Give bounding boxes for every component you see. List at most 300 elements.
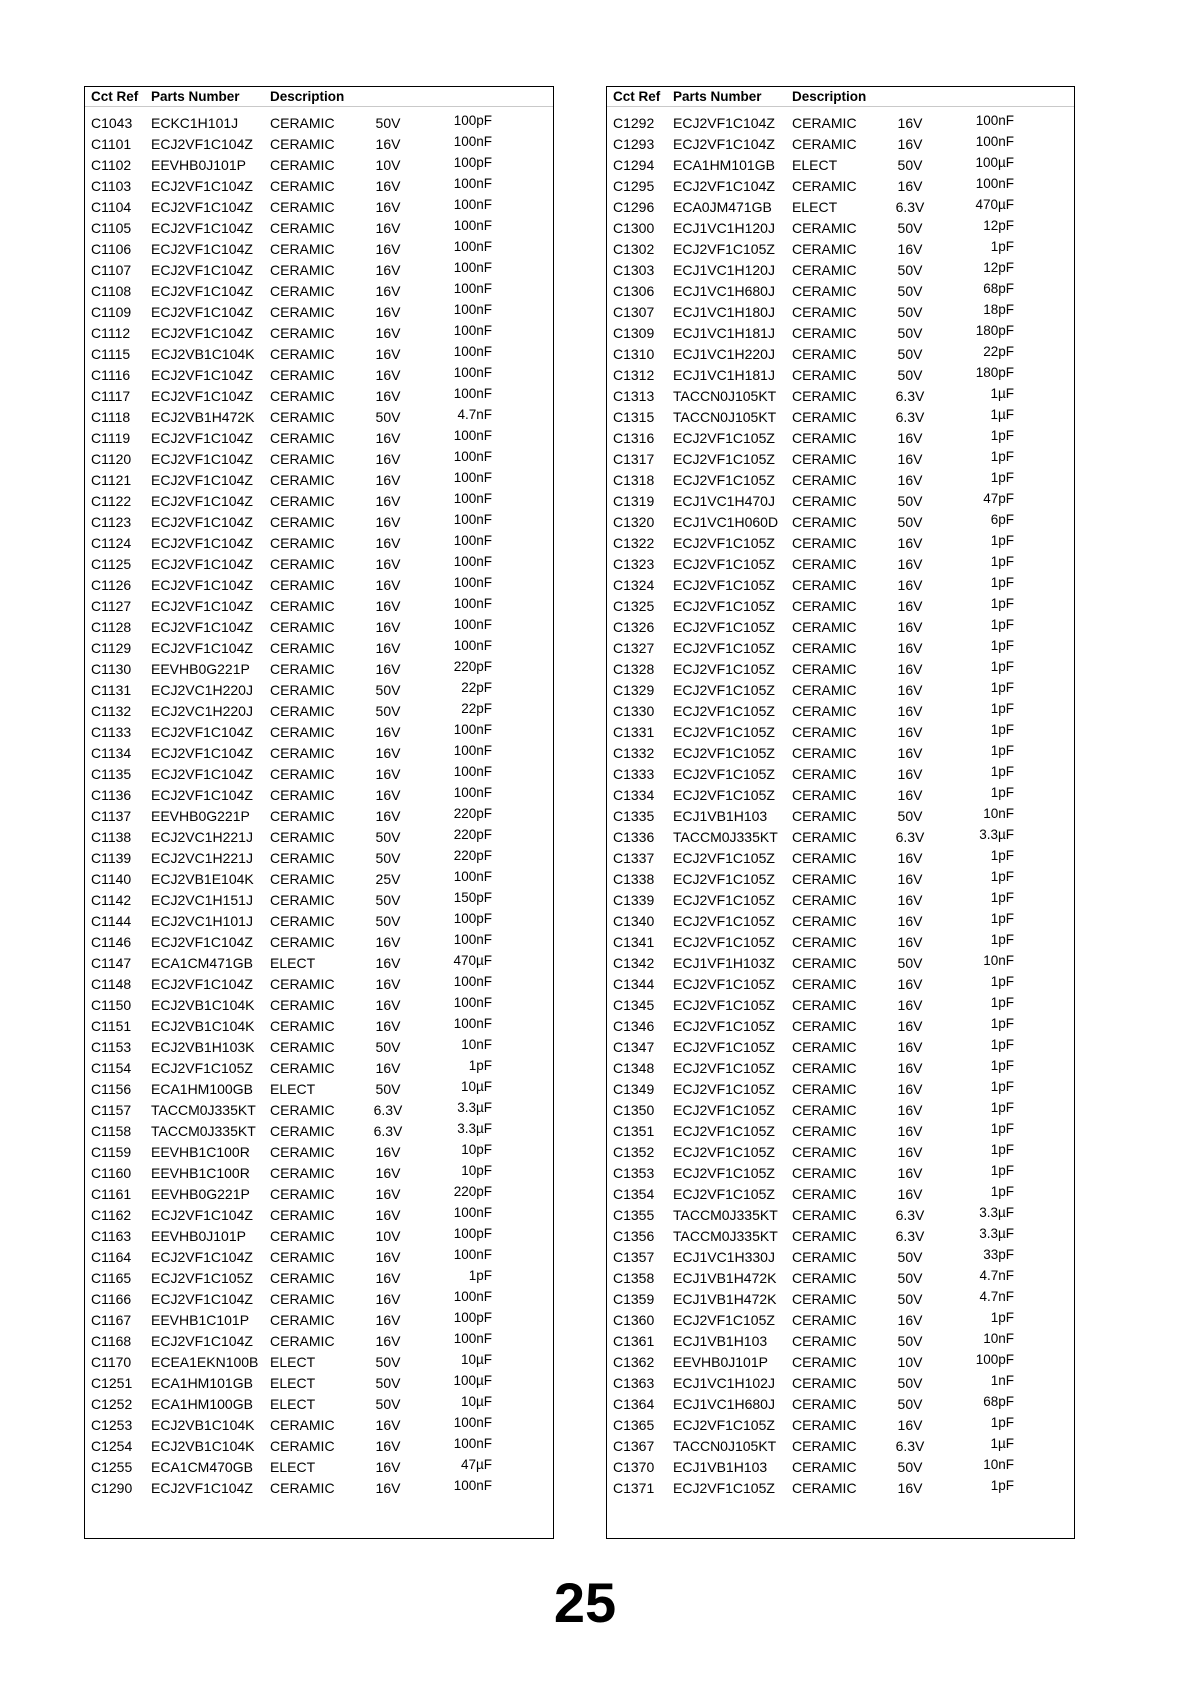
cell-cct-ref: C1353 bbox=[613, 1165, 655, 1181]
table-row bbox=[85, 1478, 553, 1499]
cell-parts-number: TACCM0J335KT bbox=[151, 1123, 256, 1139]
cell-cct-ref: C1350 bbox=[613, 1102, 655, 1118]
cell-description: CERAMIC bbox=[792, 1375, 857, 1391]
cell-parts-number: ECJ2VF1C105Z bbox=[673, 472, 775, 488]
cell-voltage: 6.3V bbox=[895, 829, 925, 845]
cell-description: CERAMIC bbox=[270, 703, 335, 719]
cell-parts-number: EEVHB1C100R bbox=[151, 1165, 250, 1181]
cell-parts-number: EEVHB0J101P bbox=[151, 157, 246, 173]
cell-cct-ref: C1138 bbox=[91, 829, 132, 845]
cell-value: 100nF bbox=[453, 869, 492, 884]
cell-value: 100nF bbox=[453, 1436, 492, 1451]
cell-cct-ref: C1122 bbox=[91, 493, 132, 509]
cell-voltage: 50V bbox=[375, 115, 401, 131]
cell-value: 100nF bbox=[453, 365, 492, 380]
cell-description: CERAMIC bbox=[792, 997, 857, 1013]
cell-value: 1pF bbox=[990, 659, 1014, 674]
cell-cct-ref: C1105 bbox=[91, 220, 132, 236]
cell-description: CERAMIC bbox=[270, 388, 335, 404]
cell-value: 100nF bbox=[453, 617, 492, 632]
cell-cct-ref: C1130 bbox=[91, 661, 132, 677]
cell-cct-ref: C1335 bbox=[613, 808, 655, 824]
cell-parts-number: ECJ2VF1C105Z bbox=[673, 1039, 775, 1055]
cell-parts-number: ECJ2VF1C105Z bbox=[673, 682, 775, 698]
cell-value: 4.7nF bbox=[979, 1289, 1014, 1304]
cell-value: 100nF bbox=[453, 785, 492, 800]
cell-voltage: 16V bbox=[375, 451, 401, 467]
cell-value: 3.3µF bbox=[979, 827, 1014, 842]
cell-description: CERAMIC bbox=[792, 409, 857, 425]
cell-description: CERAMIC bbox=[792, 682, 857, 698]
cell-cct-ref: C1129 bbox=[91, 640, 132, 656]
cell-voltage: 16V bbox=[375, 1249, 401, 1265]
cell-voltage: 50V bbox=[897, 157, 923, 173]
cell-voltage: 6.3V bbox=[895, 1228, 925, 1244]
cell-description: CERAMIC bbox=[270, 115, 335, 131]
cell-parts-number: ECJ2VF1C104Z bbox=[151, 640, 253, 656]
cell-description: CERAMIC bbox=[792, 1102, 857, 1118]
cell-parts-number: ECJ2VF1C105Z bbox=[673, 241, 775, 257]
cell-value: 100pF bbox=[975, 1352, 1014, 1367]
cell-description: CERAMIC bbox=[792, 1144, 857, 1160]
page-number: 25 bbox=[553, 1571, 617, 1634]
cell-voltage: 50V bbox=[375, 1396, 401, 1412]
cell-parts-number: ECJ2VB1C104K bbox=[151, 346, 255, 362]
cell-voltage: 50V bbox=[375, 829, 401, 845]
cell-description: CERAMIC bbox=[270, 997, 335, 1013]
cell-voltage: 50V bbox=[897, 220, 923, 236]
cell-value: 100nF bbox=[453, 197, 492, 212]
cell-value: 1µF bbox=[990, 386, 1014, 401]
cell-value: 1pF bbox=[990, 1478, 1014, 1493]
cell-value: 100nF bbox=[453, 1205, 492, 1220]
cell-parts-number: ECEA1EKN100B bbox=[151, 1354, 259, 1370]
cell-voltage: 50V bbox=[897, 1375, 923, 1391]
cell-parts-number: ECJ2VF1C104Z bbox=[151, 388, 253, 404]
cell-parts-number: ECJ2VF1C104Z bbox=[151, 577, 253, 593]
cell-parts-number: ECJ1VC1H120J bbox=[673, 220, 775, 236]
cell-value: 47pF bbox=[983, 491, 1014, 506]
cell-cct-ref: C1320 bbox=[613, 514, 655, 530]
cell-value: 1pF bbox=[990, 575, 1014, 590]
cell-value: 220pF bbox=[453, 1184, 492, 1199]
cell-voltage: 16V bbox=[375, 598, 401, 614]
cell-voltage: 16V bbox=[375, 514, 401, 530]
cell-voltage: 16V bbox=[375, 619, 401, 635]
cell-description: CERAMIC bbox=[792, 1018, 857, 1034]
table-row bbox=[607, 1478, 1074, 1499]
cell-parts-number: ECJ2VF1C105Z bbox=[673, 1165, 775, 1181]
cell-voltage: 50V bbox=[897, 1270, 923, 1286]
cell-value: 1pF bbox=[990, 680, 1014, 695]
cell-value: 1pF bbox=[990, 764, 1014, 779]
cell-voltage: 16V bbox=[897, 1186, 923, 1202]
table-header bbox=[607, 87, 1074, 107]
cell-voltage: 50V bbox=[897, 955, 923, 971]
cell-value: 100pF bbox=[453, 1310, 492, 1325]
cell-cct-ref: C1121 bbox=[91, 472, 132, 488]
cell-description: CERAMIC bbox=[792, 766, 857, 782]
cell-description: CERAMIC bbox=[270, 850, 335, 866]
cell-parts-number: ECJ1VC1H060D bbox=[673, 514, 779, 530]
cell-parts-number: ECJ2VB1C104K bbox=[151, 1018, 255, 1034]
cell-description: CERAMIC bbox=[270, 766, 335, 782]
cell-voltage: 16V bbox=[375, 976, 401, 992]
cell-parts-number: ECJ2VF1C105Z bbox=[673, 913, 775, 929]
cell-cct-ref: C1102 bbox=[91, 157, 132, 173]
cell-value: 1pF bbox=[990, 617, 1014, 632]
cell-cct-ref: C1323 bbox=[613, 556, 655, 572]
cell-cct-ref: C1154 bbox=[91, 1060, 132, 1076]
cell-description: CERAMIC bbox=[792, 640, 857, 656]
cell-description: CERAMIC bbox=[270, 1438, 335, 1454]
cell-value: 100nF bbox=[453, 260, 492, 275]
cell-voltage: 16V bbox=[897, 472, 923, 488]
cell-voltage: 16V bbox=[897, 892, 923, 908]
cell-description: CERAMIC bbox=[792, 955, 857, 971]
cell-voltage: 16V bbox=[897, 703, 923, 719]
cell-voltage: 16V bbox=[375, 1312, 401, 1328]
cell-parts-number: TACCN0J105KT bbox=[673, 409, 777, 425]
cell-voltage: 16V bbox=[897, 535, 923, 551]
cell-parts-number: ECJ2VF1C104Z bbox=[151, 472, 253, 488]
cell-cct-ref: C1349 bbox=[613, 1081, 655, 1097]
cell-description: CERAMIC bbox=[270, 430, 335, 446]
cell-parts-number: ECA1HM100GB bbox=[151, 1081, 253, 1097]
cell-voltage: 10V bbox=[375, 1228, 401, 1244]
cell-voltage: 16V bbox=[897, 871, 923, 887]
cell-cct-ref: C1367 bbox=[613, 1438, 655, 1454]
cell-parts-number: ECJ2VB1C104K bbox=[151, 1438, 255, 1454]
cell-value: 10pF bbox=[461, 1142, 492, 1157]
cell-voltage: 16V bbox=[897, 178, 923, 194]
cell-voltage: 16V bbox=[897, 1144, 923, 1160]
cell-cct-ref: C1338 bbox=[613, 871, 655, 887]
cell-description: ELECT bbox=[792, 157, 838, 173]
cell-parts-number: ECJ2VF1C104Z bbox=[151, 535, 253, 551]
cell-cct-ref: C1254 bbox=[91, 1438, 133, 1454]
cell-cct-ref: C1156 bbox=[91, 1081, 132, 1097]
cell-cct-ref: C1166 bbox=[91, 1291, 132, 1307]
cell-parts-number: ECJ1VB1H472K bbox=[673, 1291, 777, 1307]
cell-cct-ref: C1251 bbox=[91, 1375, 133, 1391]
cell-voltage: 6.3V bbox=[895, 199, 925, 215]
cell-voltage: 16V bbox=[897, 1081, 923, 1097]
cell-cct-ref: C1139 bbox=[91, 850, 132, 866]
cell-voltage: 25V bbox=[375, 871, 401, 887]
cell-cct-ref: C1340 bbox=[613, 913, 655, 929]
cell-value: 100nF bbox=[453, 995, 492, 1010]
cell-voltage: 16V bbox=[375, 388, 401, 404]
cell-voltage: 16V bbox=[375, 1333, 401, 1349]
cell-cct-ref: C1293 bbox=[613, 136, 655, 152]
cell-value: 1pF bbox=[990, 1142, 1014, 1157]
cell-parts-number: EEVHB0G221P bbox=[151, 661, 250, 677]
cell-value: 1pF bbox=[990, 1415, 1014, 1430]
cell-value: 47µF bbox=[460, 1457, 492, 1472]
cell-voltage: 16V bbox=[375, 1165, 401, 1181]
cell-cct-ref: C1294 bbox=[613, 157, 655, 173]
cell-value: 100nF bbox=[453, 764, 492, 779]
cell-parts-number: ECJ1VC1H470J bbox=[673, 493, 775, 509]
cell-value: 100nF bbox=[453, 554, 492, 569]
cell-cct-ref: C1101 bbox=[91, 136, 132, 152]
cell-value: 4.7nF bbox=[979, 1268, 1014, 1283]
cell-parts-number: ECJ2VF1C105Z bbox=[673, 1186, 775, 1202]
cell-voltage: 16V bbox=[375, 724, 401, 740]
cell-description: CERAMIC bbox=[270, 304, 335, 320]
cell-parts-number: ECJ2VC1H221J bbox=[151, 829, 253, 845]
cell-description: CERAMIC bbox=[792, 514, 857, 530]
cell-voltage: 16V bbox=[897, 430, 923, 446]
cell-description: CERAMIC bbox=[792, 1081, 857, 1097]
cell-voltage: 16V bbox=[375, 283, 401, 299]
cell-parts-number: ECJ2VB1C104K bbox=[151, 1417, 255, 1433]
cell-parts-number: ECJ1VC1H330J bbox=[673, 1249, 775, 1265]
cell-description: CERAMIC bbox=[792, 136, 857, 152]
cell-voltage: 16V bbox=[897, 598, 923, 614]
cell-cct-ref: C1104 bbox=[91, 199, 132, 215]
cell-cct-ref: C1325 bbox=[613, 598, 655, 614]
cell-value: 100nF bbox=[453, 344, 492, 359]
cell-voltage: 16V bbox=[897, 766, 923, 782]
cell-voltage: 16V bbox=[897, 136, 923, 152]
cell-voltage: 50V bbox=[897, 1249, 923, 1265]
cell-description: CERAMIC bbox=[270, 535, 335, 551]
cell-parts-number: ECJ2VF1C105Z bbox=[673, 430, 775, 446]
cell-value: 1pF bbox=[990, 701, 1014, 716]
cell-voltage: 50V bbox=[897, 325, 923, 341]
cell-cct-ref: C1118 bbox=[91, 409, 131, 425]
cell-voltage: 16V bbox=[897, 1480, 923, 1496]
cell-value: 1pF bbox=[990, 596, 1014, 611]
cell-voltage: 16V bbox=[897, 1060, 923, 1076]
cell-voltage: 16V bbox=[375, 1018, 401, 1034]
cell-cct-ref: C1357 bbox=[613, 1249, 655, 1265]
cell-voltage: 6.3V bbox=[895, 1207, 925, 1223]
cell-voltage: 50V bbox=[375, 1375, 401, 1391]
cell-voltage: 16V bbox=[375, 346, 401, 362]
cell-cct-ref: C1165 bbox=[91, 1270, 132, 1286]
cell-voltage: 16V bbox=[375, 220, 401, 236]
cell-voltage: 50V bbox=[375, 409, 401, 425]
cell-cct-ref: C1137 bbox=[91, 808, 132, 824]
cell-cct-ref: C1331 bbox=[613, 724, 655, 740]
cell-value: 1pF bbox=[990, 890, 1014, 905]
cell-description: CERAMIC bbox=[792, 577, 857, 593]
cell-description: ELECT bbox=[792, 199, 838, 215]
cell-description: CERAMIC bbox=[792, 388, 857, 404]
cell-value: 100nF bbox=[453, 302, 492, 317]
cell-parts-number: ECJ2VF1C105Z bbox=[151, 1060, 253, 1076]
cell-voltage: 16V bbox=[375, 1207, 401, 1223]
cell-parts-number: ECJ2VF1C104Z bbox=[151, 556, 253, 572]
cell-parts-number: ECJ2VF1C104Z bbox=[151, 598, 253, 614]
cell-parts-number: ECJ1VC1H680J bbox=[673, 283, 775, 299]
cell-description: CERAMIC bbox=[792, 220, 857, 236]
cell-voltage: 16V bbox=[897, 682, 923, 698]
cell-cct-ref: C1342 bbox=[613, 955, 655, 971]
cell-voltage: 16V bbox=[375, 262, 401, 278]
cell-description: CERAMIC bbox=[270, 745, 335, 761]
cell-description: CERAMIC bbox=[270, 1123, 335, 1139]
cell-voltage: 16V bbox=[375, 640, 401, 656]
cell-description: CERAMIC bbox=[270, 241, 335, 257]
cell-value: 100pF bbox=[453, 911, 492, 926]
cell-value: 100nF bbox=[453, 722, 492, 737]
cell-voltage: 16V bbox=[375, 661, 401, 677]
cell-cct-ref: C1336 bbox=[613, 829, 655, 845]
cell-voltage: 50V bbox=[897, 346, 923, 362]
cell-cct-ref: C1319 bbox=[613, 493, 655, 509]
cell-voltage: 50V bbox=[897, 1459, 923, 1475]
cell-parts-number: ECJ2VF1C104Z bbox=[151, 178, 253, 194]
cell-parts-number: ECJ2VF1C104Z bbox=[151, 787, 253, 803]
cell-description: CERAMIC bbox=[792, 934, 857, 950]
cell-value: 100nF bbox=[453, 218, 492, 233]
cell-value: 1pF bbox=[990, 1100, 1014, 1115]
cell-parts-number: ECJ2VB1H103K bbox=[151, 1039, 255, 1055]
cell-parts-number: EEVHB0J101P bbox=[673, 1354, 768, 1370]
cell-value: 1pF bbox=[990, 1163, 1014, 1178]
cell-value: 1pF bbox=[990, 638, 1014, 653]
cell-description: CERAMIC bbox=[792, 703, 857, 719]
cell-parts-number: ECJ2VF1C105Z bbox=[673, 1417, 775, 1433]
cell-cct-ref: C1043 bbox=[91, 115, 133, 131]
cell-description: CERAMIC bbox=[792, 304, 857, 320]
cell-parts-number: ECJ2VF1C105Z bbox=[673, 619, 775, 635]
cell-parts-number: ECJ2VC1H220J bbox=[151, 682, 253, 698]
cell-voltage: 16V bbox=[375, 787, 401, 803]
cell-parts-number: ECA1CM470GB bbox=[151, 1459, 253, 1475]
cell-parts-number: ECJ2VF1C105Z bbox=[673, 934, 775, 950]
cell-parts-number: ECJ2VF1C105Z bbox=[673, 724, 775, 740]
header-description: Description bbox=[792, 89, 867, 104]
cell-value: 100nF bbox=[453, 1016, 492, 1031]
cell-description: CERAMIC bbox=[270, 892, 335, 908]
cell-description: CERAMIC bbox=[270, 1165, 335, 1181]
cell-cct-ref: C1252 bbox=[91, 1396, 133, 1412]
cell-parts-number: TACCM0J335KT bbox=[673, 829, 778, 845]
cell-voltage: 16V bbox=[897, 640, 923, 656]
cell-value: 1pF bbox=[990, 1121, 1014, 1136]
cell-parts-number: ECJ2VF1C105Z bbox=[673, 598, 775, 614]
cell-cct-ref: C1136 bbox=[91, 787, 132, 803]
cell-voltage: 16V bbox=[897, 745, 923, 761]
cell-description: CERAMIC bbox=[270, 598, 335, 614]
cell-value: 1pF bbox=[990, 1079, 1014, 1094]
cell-cct-ref: C1117 bbox=[91, 388, 131, 404]
cell-cct-ref: C1123 bbox=[91, 514, 132, 530]
cell-description: CERAMIC bbox=[270, 514, 335, 530]
cell-value: 100pF bbox=[453, 113, 492, 128]
cell-parts-number: ECJ1VB1H103 bbox=[673, 808, 768, 824]
cell-parts-number: ECJ2VF1C105Z bbox=[673, 1081, 775, 1097]
cell-voltage: 16V bbox=[897, 556, 923, 572]
cell-parts-number: ECJ2VF1C104Z bbox=[151, 199, 253, 215]
cell-voltage: 16V bbox=[897, 1039, 923, 1055]
cell-description: CERAMIC bbox=[270, 451, 335, 467]
cell-description: CERAMIC bbox=[792, 493, 857, 509]
cell-description: CERAMIC bbox=[270, 409, 335, 425]
cell-voltage: 16V bbox=[897, 787, 923, 803]
cell-description: CERAMIC bbox=[792, 829, 857, 845]
cell-parts-number: ECJ1VC1H102J bbox=[673, 1375, 775, 1391]
cell-voltage: 16V bbox=[897, 1123, 923, 1139]
cell-cct-ref: C1125 bbox=[91, 556, 132, 572]
cell-parts-number: ECJ2VF1C105Z bbox=[673, 766, 775, 782]
cell-cct-ref: C1132 bbox=[91, 703, 132, 719]
cell-parts-number: ECJ2VF1C104Z bbox=[673, 136, 775, 152]
cell-value: 100nF bbox=[453, 386, 492, 401]
cell-voltage: 50V bbox=[375, 1354, 401, 1370]
cell-cct-ref: C1333 bbox=[613, 766, 655, 782]
cell-parts-number: ECJ2VF1C105Z bbox=[673, 976, 775, 992]
cell-parts-number: ECJ2VF1C105Z bbox=[673, 997, 775, 1013]
cell-voltage: 50V bbox=[897, 1333, 923, 1349]
cell-parts-number: ECA0JM471GB bbox=[673, 199, 772, 215]
cell-voltage: 16V bbox=[375, 997, 401, 1013]
cell-cct-ref: C1339 bbox=[613, 892, 655, 908]
cell-value: 68pF bbox=[983, 1394, 1014, 1409]
cell-value: 1µF bbox=[990, 1436, 1014, 1451]
cell-cct-ref: C1147 bbox=[91, 955, 132, 971]
cell-voltage: 16V bbox=[375, 934, 401, 950]
cell-parts-number: ECJ1VB1H103 bbox=[673, 1333, 768, 1349]
cell-voltage: 16V bbox=[375, 808, 401, 824]
cell-value: 1nF bbox=[990, 1373, 1014, 1388]
cell-description: ELECT bbox=[270, 1396, 316, 1412]
cell-voltage: 50V bbox=[897, 283, 923, 299]
cell-description: CERAMIC bbox=[792, 892, 857, 908]
cell-description: CERAMIC bbox=[792, 724, 857, 740]
cell-description: CERAMIC bbox=[270, 367, 335, 383]
cell-cct-ref: C1313 bbox=[613, 388, 655, 404]
cell-cct-ref: C1151 bbox=[91, 1018, 132, 1034]
table-body bbox=[85, 113, 553, 1499]
cell-parts-number: ECJ2VC1H221J bbox=[151, 850, 253, 866]
cell-cct-ref: C1362 bbox=[613, 1354, 655, 1370]
cell-description: CERAMIC bbox=[270, 1060, 335, 1076]
cell-parts-number: ECA1CM471GB bbox=[151, 955, 253, 971]
cell-voltage: 16V bbox=[897, 934, 923, 950]
cell-voltage: 16V bbox=[375, 472, 401, 488]
cell-parts-number: ECJ2VF1C104Z bbox=[151, 1480, 253, 1496]
cell-parts-number: ECJ2VB1C104K bbox=[151, 997, 255, 1013]
cell-parts-number: ECJ2VF1C105Z bbox=[673, 892, 775, 908]
cell-cct-ref: C1326 bbox=[613, 619, 655, 635]
cell-description: CERAMIC bbox=[270, 262, 335, 278]
cell-parts-number: ECJ2VF1C105Z bbox=[673, 1144, 775, 1160]
cell-parts-number: ECJ1VC1H180J bbox=[673, 304, 775, 320]
cell-description: CERAMIC bbox=[270, 1228, 335, 1244]
cell-description: ELECT bbox=[270, 1354, 316, 1370]
cell-parts-number: ECJ2VF1C104Z bbox=[151, 976, 253, 992]
cell-description: CERAMIC bbox=[270, 661, 335, 677]
cell-description: CERAMIC bbox=[792, 1186, 857, 1202]
cell-value: 1pF bbox=[468, 1268, 492, 1283]
cell-cct-ref: C1346 bbox=[613, 1018, 655, 1034]
cell-parts-number: ECJ2VF1C105Z bbox=[673, 451, 775, 467]
cell-cct-ref: C1315 bbox=[613, 409, 655, 425]
cell-description: CERAMIC bbox=[270, 1480, 335, 1496]
cell-parts-number: ECJ2VF1C105Z bbox=[673, 1480, 775, 1496]
cell-parts-number: ECA1HM100GB bbox=[151, 1396, 253, 1412]
cell-value: 10nF bbox=[461, 1037, 492, 1052]
cell-parts-number: ECJ2VF1C104Z bbox=[151, 514, 253, 530]
cell-description: ELECT bbox=[270, 1375, 316, 1391]
cell-parts-number: ECJ2VF1C105Z bbox=[673, 850, 775, 866]
